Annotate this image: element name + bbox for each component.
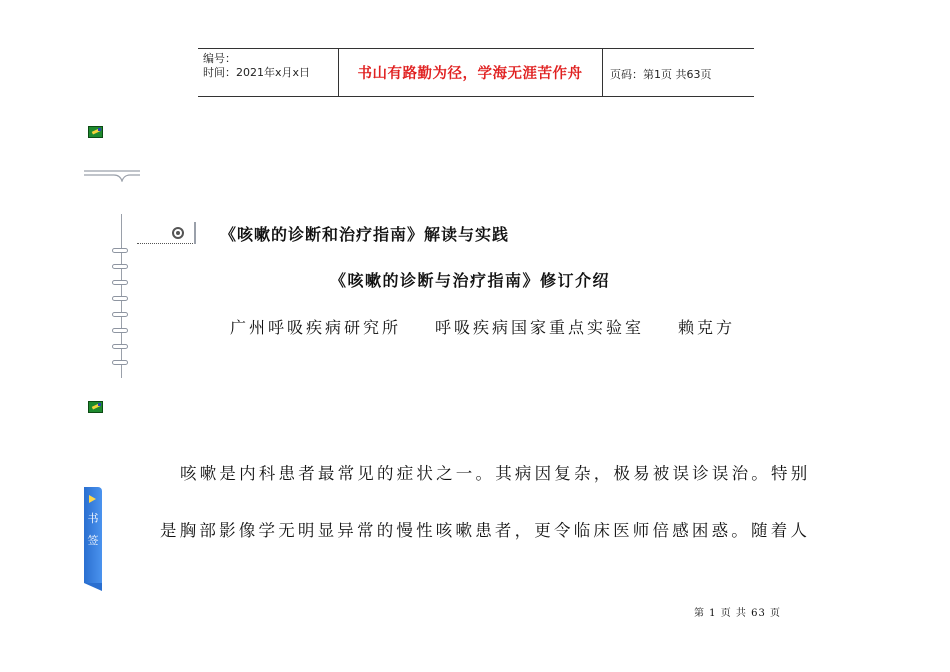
page-footer: 第 1 页 共 63 页 <box>694 608 781 619</box>
dotted-leader <box>137 243 193 244</box>
spiral-ring <box>112 312 128 317</box>
decorative-rule <box>84 166 140 182</box>
author-line <box>230 315 735 338</box>
body-line-1: 咳嗽是内科患者最常见的症状之一。其病因复杂，极易被误诊误治。特别 <box>180 464 811 483</box>
author-institute: 广州呼吸疾病研究所 <box>230 318 402 337</box>
spiral-ring <box>112 328 128 333</box>
target-circle-icon <box>172 227 184 239</box>
date-label: 时间：2021年x月x日 <box>203 66 311 79</box>
bookmark-tab-label-1: 书 <box>87 512 99 525</box>
pen-bookmark-icon[interactable] <box>88 126 103 138</box>
spiral-ring <box>112 248 128 253</box>
spiral-ring <box>112 264 128 269</box>
spiral-ring <box>112 280 128 285</box>
expand-arrow-icon <box>89 495 96 503</box>
body-line-2: 是胸部影像学无明显异常的慢性咳嗽患者，更令临床医师倍感困惑。随着人 <box>160 521 811 540</box>
sub-title: 《咳嗽的诊断与治疗指南》修订介绍 <box>330 271 611 290</box>
header-bottom-rule <box>198 96 754 97</box>
spiral-ring <box>112 360 128 365</box>
spiral-ring <box>112 296 128 301</box>
header-divider-right <box>602 48 603 96</box>
serial-label: 编号： <box>203 52 236 65</box>
bookmark-tab-label-2: 签 <box>87 534 99 547</box>
spiral-ring <box>112 344 128 349</box>
page-code: 页码：第1页 共63页 <box>610 68 712 81</box>
header-slogan: 书山有路勤为径，学海无涯苦作舟 <box>357 65 583 82</box>
pen-bookmark-icon[interactable] <box>88 401 103 413</box>
author-lab: 呼吸疾病国家重点实验室 <box>435 318 645 337</box>
title-marker <box>194 222 196 244</box>
author-name: 赖克方 <box>678 318 736 337</box>
bookmark-tab[interactable] <box>84 487 102 583</box>
main-title: 《咳嗽的诊断和治疗指南》解读与实践 <box>220 225 510 244</box>
